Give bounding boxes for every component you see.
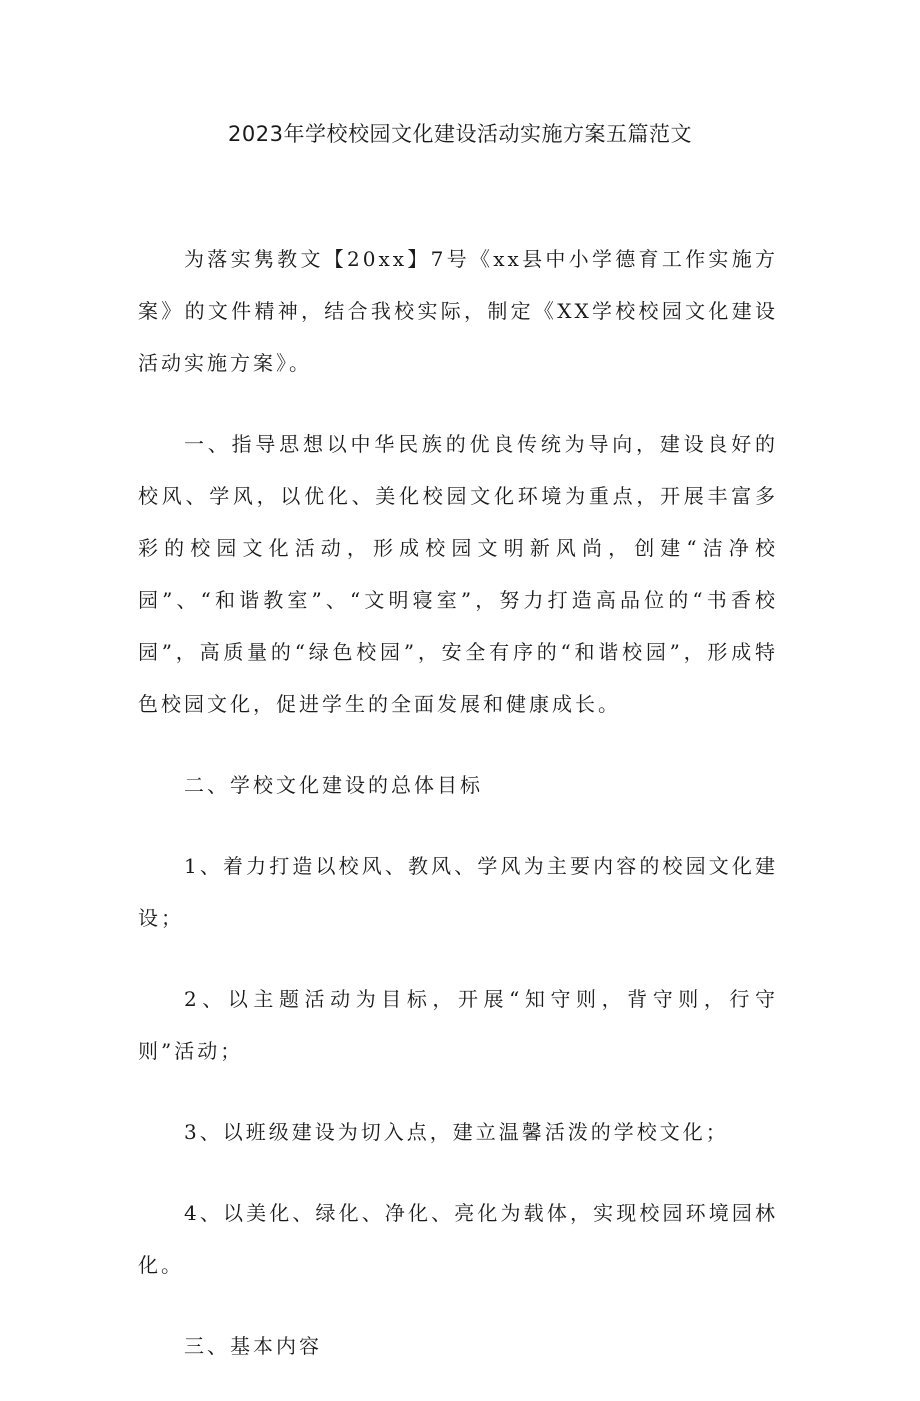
paragraph-intro: 为落实隽教文【20xx】7号《xx县中小学德育工作实施方案》的文件精神，结合我校实际，制定《XX学校校园文化建设活动实施方案》。 bbox=[138, 247, 778, 375]
heading-basic-content: 三、基本内容 bbox=[184, 1334, 322, 1358]
goal-item-4: 4、以美化、绿化、净化、亮化为载体，实现校园环境园林化。 bbox=[138, 1201, 778, 1277]
document-body bbox=[138, 233, 778, 1401]
paragraph-guiding-ideology: 一、指导思想以中华民族的优良传统为导向，建设良好的校风、学风，以优化、美化校园文化环境为重点，开展丰富多彩的校园文化活动，形成校园文明新风尚，创建“洁净校园”、“和谐教室”、“文明寝室”，努力打造高品位的“书香校园”，高质量的“绿色校园”，安全有序的“和谐校园”，形成特色校园文化，促进学生的全面发展和健康成长。 bbox=[138, 432, 778, 716]
heading-overall-goals: 二、学校文化建设的总体目标 bbox=[184, 773, 483, 797]
goal-item-2: 2、以主题活动为目标，开展“知守则，背守则，行守则”活动； bbox=[138, 987, 778, 1063]
document-title: 2023年学校校园文化建设活动实施方案五篇范文 bbox=[228, 122, 692, 146]
goal-item-3: 3、以班级建设为切入点，建立温馨活泼的学校文化； bbox=[184, 1120, 729, 1144]
goal-item-1: 1、着力打造以校风、教风、学风为主要内容的校园文化建设； bbox=[138, 854, 778, 930]
